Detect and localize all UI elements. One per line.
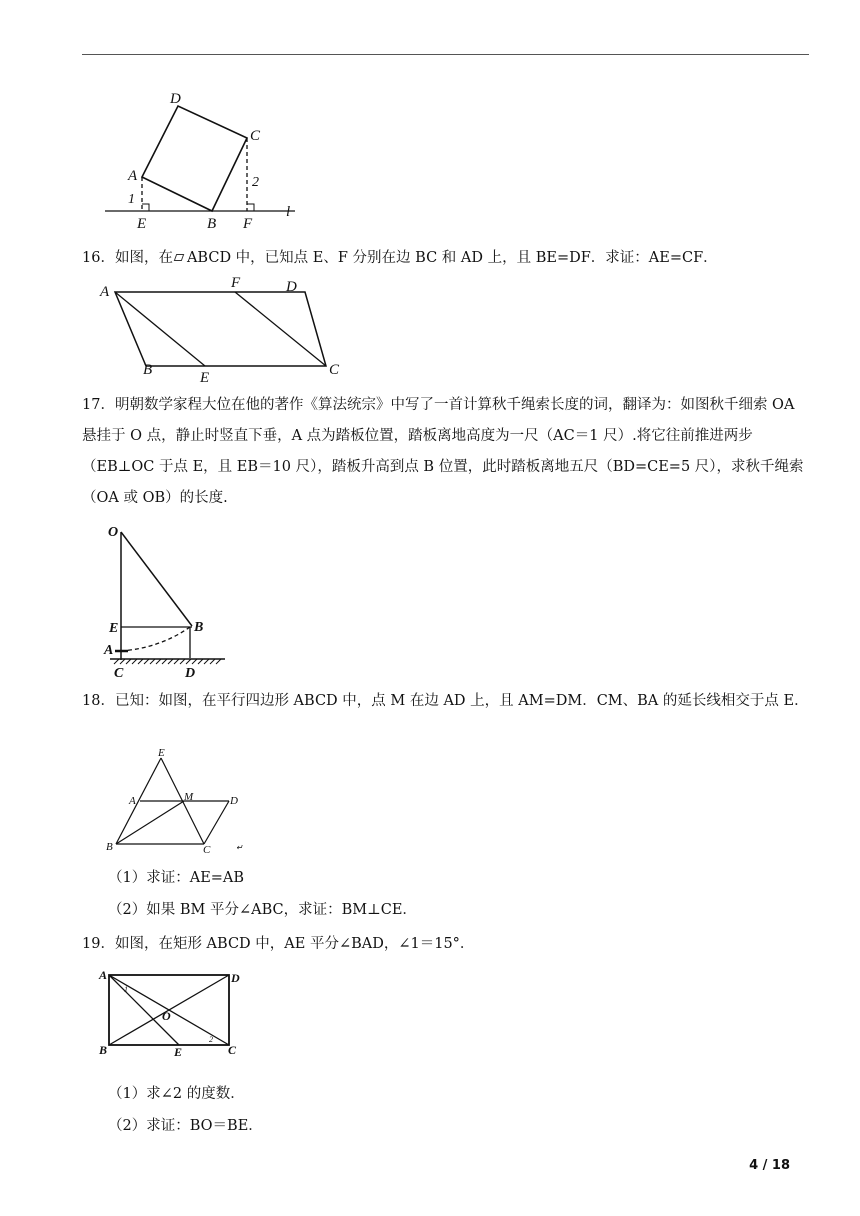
question-18: 18．已知：如图，在平行四边形 ABCD 中，点 M 在边 AD 上，且 AM=DM．CM、BA 的延长线相交于点 E． <box>82 693 809 709</box>
figure-q18 <box>104 748 254 858</box>
fig18-label: D <box>230 795 238 807</box>
fig19-label: E <box>174 1045 183 1059</box>
fig16-label: C <box>329 362 340 378</box>
figure-q16 <box>98 274 348 386</box>
fig15-label: A <box>128 168 138 184</box>
q16-text-after: ABCD 中，已知点 E、F 分别在边 BC 和 AD 上，且 BE=DF．求证：AE=CF． <box>186 250 718 266</box>
fig19-label: D <box>231 971 240 985</box>
fig16-label: E <box>200 370 210 386</box>
fig18-label: E <box>158 747 165 759</box>
figure-q19 <box>98 968 248 1060</box>
fig18-label: B <box>106 841 113 853</box>
fig18-label: M <box>184 791 194 803</box>
fig15-label: 2 <box>252 175 259 190</box>
svg-text:↵: ↵ <box>236 843 243 852</box>
q16-text-before: 16．如图，在 <box>82 250 173 266</box>
fig18-label: C <box>203 844 211 856</box>
fig16-label: D <box>286 279 297 295</box>
fig15-label: 1 <box>128 192 135 207</box>
fig17-label: O <box>108 525 119 540</box>
fig17-label: D <box>185 666 196 681</box>
question-16 <box>82 248 718 268</box>
fig17-label: A <box>104 643 114 658</box>
fig15-label: B <box>207 216 217 232</box>
figure-q17 <box>100 520 230 680</box>
fig17-label: B <box>194 620 204 635</box>
fig15-label: E <box>137 216 147 232</box>
q18-part2: （2）如果 BM 平分∠ABC，求证：BM⊥CE． <box>108 902 417 918</box>
fig18-label: A <box>129 795 136 807</box>
header-rule <box>82 54 809 55</box>
fig15-label: l <box>286 204 291 220</box>
parallelogram-icon <box>174 254 185 261</box>
fig17-label: C <box>114 666 124 681</box>
fig16-label: A <box>100 284 110 300</box>
question-17: 17．明朝数学家程大位在他的著作《算法统宗》中写了一首计算秋千绳索长度的词，翻译为：如图秋千细索 OA 悬挂于 O 点，静止时竖直下垂，A 点为踏板位置，踏板离地高度为一尺（AC＝1 尺）.将它往前推进两步（EB⊥OC 于点 E，且 EB＝10 尺），踏板升高到点 B 位置，此时踏板离地五尺（BD=CE=5 尺），求秋千绳索（OA 或 OB）的长度. <box>82 397 804 506</box>
fig19-label: 2 <box>209 1035 213 1044</box>
q19-part1: （1）求∠2 的度数． <box>108 1086 245 1102</box>
figure-q15 <box>100 88 310 230</box>
fig16-label: B <box>143 362 153 378</box>
fig15-label: C <box>250 128 261 144</box>
fig19-label: 1 <box>124 985 128 994</box>
fig17-label: E <box>109 621 119 636</box>
fig19-label: A <box>99 968 108 982</box>
q19-part2: （2）求证：BO＝BE． <box>108 1118 263 1134</box>
question-19: 19．如图，在矩形 ABCD 中，AE 平分∠BAD，∠1＝15°． <box>82 936 475 952</box>
fig19-label: C <box>228 1043 237 1057</box>
fig15-label: D <box>170 91 181 107</box>
fig15-label: F <box>243 216 253 232</box>
page-number: 4 / 18 <box>749 1158 790 1173</box>
fig16-label: F <box>231 275 241 291</box>
fig19-label: O <box>162 1009 171 1023</box>
fig19-label: B <box>99 1043 108 1057</box>
q18-part1: （1）求证：AE=AB <box>108 870 245 886</box>
